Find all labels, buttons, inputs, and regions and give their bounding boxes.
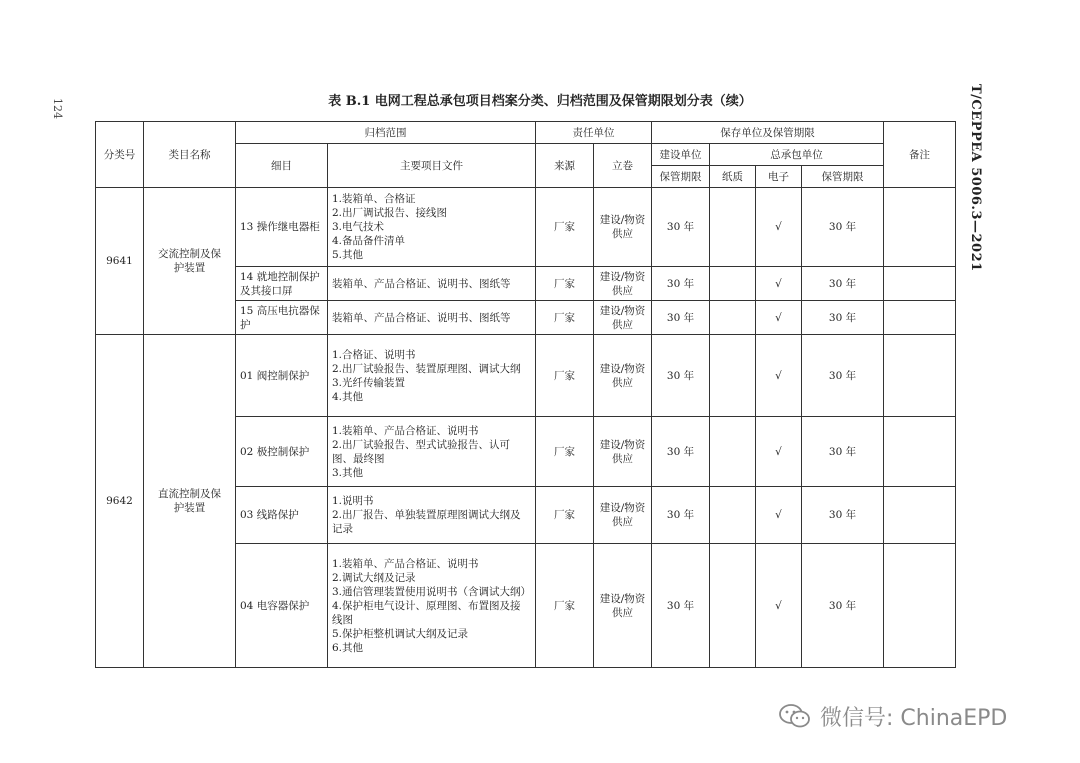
epc-period-cell: 30 年 (802, 301, 884, 335)
file-line: 5.其他 (332, 249, 364, 261)
source-cell: 厂家 (536, 487, 594, 544)
detail-cell: 04 电容器保护 (236, 544, 328, 668)
category-code-cell: 9641 (96, 188, 144, 335)
source-cell: 厂家 (536, 417, 594, 487)
file-line: 装箱单、产品合格证、说明书、图纸等 (332, 311, 511, 324)
electronic-cell: √ (756, 544, 802, 668)
file-line: 1.装箱单、合格证 (332, 193, 416, 205)
page-number: 124 (51, 98, 64, 119)
build-period-cell: 30 年 (652, 301, 710, 335)
paper-cell (710, 188, 756, 267)
main-files-cell (328, 544, 536, 668)
file-line: 5.保护柜整机调试大纲及记录 (332, 627, 469, 640)
main-files-cell (328, 188, 536, 267)
filing-cell: 建设/物资供应 (594, 335, 652, 417)
build-period-cell: 30 年 (652, 188, 710, 267)
electronic-cell: √ (756, 188, 802, 267)
header-electronic: 电子 (756, 166, 802, 188)
header-remarks: 备注 (884, 122, 956, 188)
main-files-cell (328, 487, 536, 544)
file-line: 2.出厂试验报告、装置原理图、调试大纲 (332, 362, 521, 375)
file-line: 2.出厂试验报告、型式试验报告、认可图、最终图 (332, 438, 511, 465)
epc-period-cell: 30 年 (802, 487, 884, 544)
main-files-cell (328, 267, 536, 301)
main-files-cell (328, 417, 536, 487)
epc-period-cell: 30 年 (802, 544, 884, 668)
remark-cell (884, 544, 956, 668)
header-retention-period-2: 保管期限 (802, 166, 884, 188)
build-period-cell: 30 年 (652, 417, 710, 487)
file-line: 4.保护柜电气设计、原理图、布置图及接线图 (332, 599, 521, 626)
paper-cell (710, 544, 756, 668)
build-period-cell: 30 年 (652, 487, 710, 544)
header-category-name: 类目名称 (144, 122, 236, 188)
file-line: 1.装箱单、产品合格证、说明书 (332, 557, 479, 570)
source-cell: 厂家 (536, 335, 594, 417)
detail-cell: 01 阀控制保护 (236, 335, 328, 417)
header-epc-unit: 总承包单位 (710, 144, 884, 166)
electronic-cell: √ (756, 267, 802, 301)
category-name-cell: 交流控制及保护装置 (144, 188, 236, 335)
detail-cell: 03 线路保护 (236, 487, 328, 544)
filing-cell: 建设/物资供应 (594, 301, 652, 335)
paper-cell (710, 417, 756, 487)
main-files-cell (328, 335, 536, 417)
header-main-files: 主要项目文件 (328, 144, 536, 188)
file-line: 1.说明书 (332, 495, 374, 507)
header-retention: 保存单位及保管期限 (652, 122, 884, 144)
remark-cell (884, 267, 956, 301)
watermark (778, 700, 1007, 732)
epc-period-cell: 30 年 (802, 335, 884, 417)
archive-table (95, 121, 956, 668)
header-responsibility: 责任单位 (536, 122, 652, 144)
electronic-cell: √ (756, 335, 802, 417)
paper-cell (710, 267, 756, 301)
epc-period-cell: 30 年 (802, 188, 884, 267)
table-row (96, 335, 956, 417)
header-source: 来源 (536, 144, 594, 188)
category-code-cell: 9642 (96, 335, 144, 668)
source-cell: 厂家 (536, 544, 594, 668)
build-period-cell: 30 年 (652, 267, 710, 301)
table-row (96, 188, 956, 267)
filing-cell: 建设/物资供应 (594, 544, 652, 668)
header-detail: 细目 (236, 144, 328, 188)
header-category-code: 分类号 (96, 122, 144, 188)
file-line: 3.其他 (332, 466, 364, 479)
filing-cell: 建设/物资供应 (594, 487, 652, 544)
filing-cell: 建设/物资供应 (594, 417, 652, 487)
file-line: 2.调试大纲及记录 (332, 571, 416, 584)
file-line: 2.出厂报告、单独装置原理图调试大纲及记录 (332, 509, 521, 535)
category-name-cell: 直流控制及保护装置 (144, 335, 236, 668)
filing-cell: 建设/物资供应 (594, 267, 652, 301)
table-caption: 表 B.1 电网工程总承包项目档案分类、归档范围及保管期限划分表（续） (328, 94, 752, 109)
build-period-cell: 30 年 (652, 335, 710, 417)
file-line: 4.其他 (332, 390, 364, 403)
detail-cell: 15 高压电抗器保护 (236, 301, 328, 335)
main-files-cell (328, 301, 536, 335)
source-cell: 厂家 (536, 301, 594, 335)
header-filing: 立卷 (594, 144, 652, 188)
remark-cell (884, 487, 956, 544)
file-line: 2.出厂调试报告、接线图 (332, 207, 448, 219)
header-archive-scope: 归档范围 (236, 122, 536, 144)
detail-cell: 02 极控制保护 (236, 417, 328, 487)
file-line: 3.通信管理装置使用说明书（含调试大纲） (332, 585, 532, 598)
remark-cell (884, 335, 956, 417)
source-cell: 厂家 (536, 188, 594, 267)
detail-cell: 14 就地控制保护及其接口屏 (236, 267, 328, 301)
filing-cell: 建设/物资供应 (594, 188, 652, 267)
paper-cell (710, 335, 756, 417)
remark-cell (884, 188, 956, 267)
file-line: 装箱单、产品合格证、说明书、图纸等 (332, 277, 511, 290)
remark-cell (884, 417, 956, 487)
file-line: 4.备品备件清单 (332, 235, 406, 247)
file-line: 3.电气技术 (332, 221, 385, 233)
paper-cell (710, 301, 756, 335)
source-cell: 厂家 (536, 267, 594, 301)
file-line: 1.装箱单、产品合格证、说明书 (332, 424, 479, 437)
electronic-cell: √ (756, 301, 802, 335)
detail-cell: 13 操作继电器柜 (236, 188, 328, 267)
epc-period-cell: 30 年 (802, 417, 884, 487)
watermark-text: 微信号: ChinaEPD (820, 705, 1008, 731)
electronic-cell: √ (756, 417, 802, 487)
file-line: 1.合格证、说明书 (332, 348, 416, 361)
build-period-cell: 30 年 (652, 544, 710, 668)
electronic-cell: √ (756, 487, 802, 544)
header-construction-unit: 建设单位 (652, 144, 710, 166)
file-line: 3.光纤传输装置 (332, 376, 406, 389)
remark-cell (884, 301, 956, 335)
file-line: 6.其他 (332, 641, 364, 654)
paper-cell (710, 487, 756, 544)
header-retention-period: 保管期限 (652, 166, 710, 188)
wechat-icon (778, 702, 812, 730)
epc-period-cell: 30 年 (802, 267, 884, 301)
header-paper: 纸质 (710, 166, 756, 188)
standard-id: T/CEPPEA 5006.3—2021 (968, 84, 983, 272)
